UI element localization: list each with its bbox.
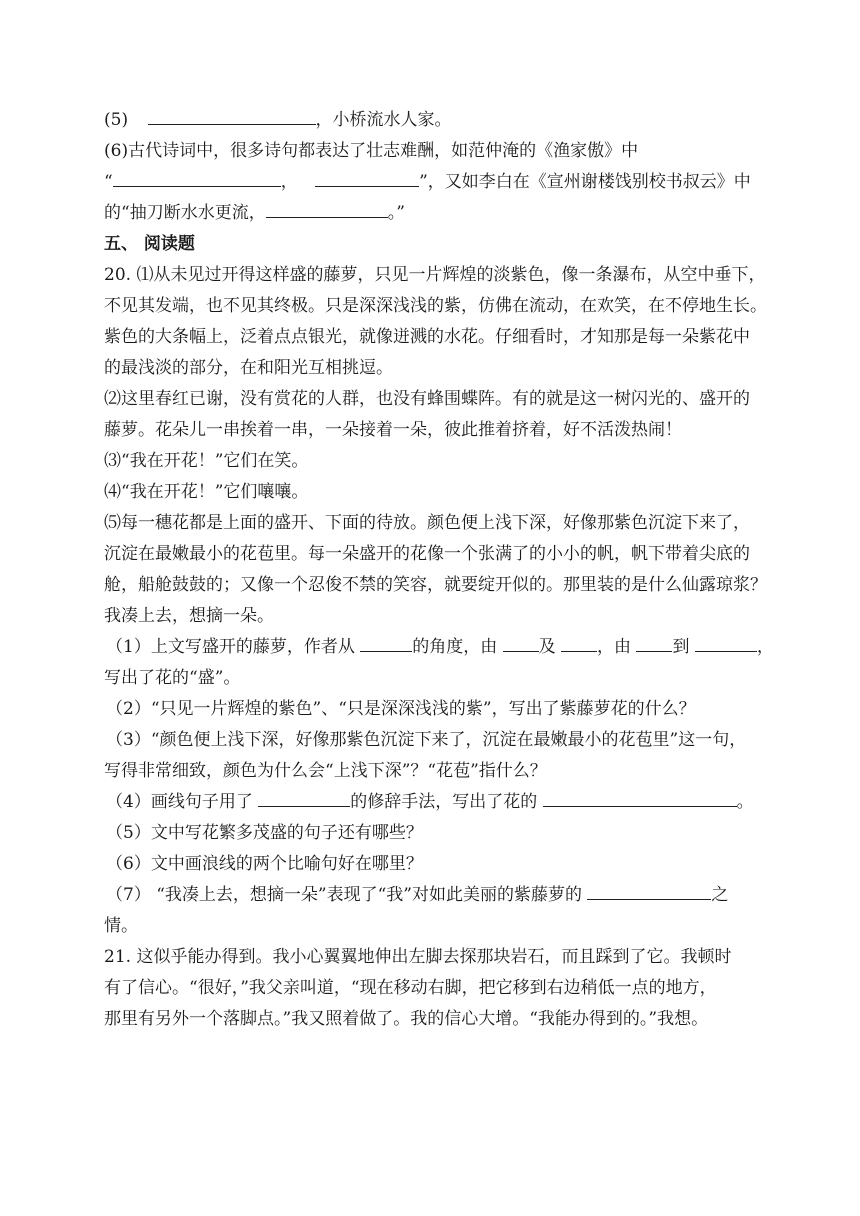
- section-title-reading: 五、 阅读题: [104, 234, 195, 254]
- q20-p5-l1: ⑸每一穗花都是上面的盛开、下面的待放。颜色便上浅下深，好像那紫色沉淀下来了，: [104, 513, 750, 533]
- sq4-blank-2[interactable]: [543, 788, 737, 807]
- sq4-part-a: （4）画线句子用了: [106, 792, 259, 812]
- sq4-part-c: 。: [736, 792, 754, 812]
- sq1-part-e: 到: [672, 637, 695, 657]
- q20-subq1-l2: 写出了花的“盛”。: [104, 668, 241, 688]
- q6-answer-blank-2[interactable]: [315, 168, 419, 187]
- q5-number: (5): [104, 110, 129, 130]
- q5-text: ，小桥流水人家。: [315, 110, 452, 130]
- q20-p1-l2: 不见其发端，也不见其终极。只是深深浅浅的紫，仿佛在流动，在欢笑，在不停地生长。: [104, 296, 767, 316]
- q20-p5-l2: 沉淀在最嫩最小的花苞里。每一朵盛开的花像一个张满了的小小的帆，帆下带着尖底的: [104, 544, 750, 564]
- document-content: [104, 105, 774, 1035]
- q20-subq6: （6）文中画浪线的两个比喻句好在哪里？: [106, 854, 423, 874]
- q20-subq3-l2: 写得非常细致，颜色为什么会“上浅下深”？“花苞”指什么？: [104, 761, 547, 781]
- q6-answer-blank-1[interactable]: [113, 168, 281, 187]
- q20-p2-l1: ⑵这里春红已谢，没有赏花的人群，也没有蜂围蝶阵。有的就是这一树闪光的、盛开的: [104, 389, 750, 409]
- q20-p1-l1: 20. ⑴从未见过开得这样盛的藤萝，只见一片辉煌的淡紫色，像一条瀑布，从空中垂下，: [104, 265, 766, 285]
- q20-subq1: [104, 632, 774, 663]
- sq1-blank-5[interactable]: [695, 633, 757, 652]
- sq1-part-b: 的角度，由: [412, 637, 503, 657]
- sq7-blank[interactable]: [587, 881, 711, 900]
- sq1-blank-3[interactable]: [561, 633, 597, 652]
- q20-subq7-l2: 情。: [104, 916, 138, 936]
- q6-line3-suffix: 。”: [387, 203, 405, 223]
- open-quote: “: [104, 172, 113, 192]
- sq4-part-b: 的修辞手法，写出了花的: [350, 792, 543, 812]
- q20-p3: ⑶“我在开花！”它们在笑。: [104, 451, 309, 471]
- sq1-part-f: ，: [756, 637, 774, 657]
- poem-q5: [104, 105, 764, 136]
- q20-p5-l4: 我凑上去，想摘一朵。: [104, 606, 274, 626]
- q20-p2-l2: 藤萝。花朵儿一串挨着一串，一朵接着一朵，彼此推着挤着，好不活泼热闹！: [104, 420, 682, 440]
- sq1-part-a: （1）上文写盛开的藤萝，作者从: [106, 637, 361, 657]
- q6-answer-blank-3[interactable]: [266, 199, 388, 218]
- sq7-part-a: （7） “我凑上去，想摘一朵”表现了“我”对如此美丽的紫藤萝的: [106, 885, 588, 905]
- poem-q6-line1: (6)古代诗词中，很多诗句都表达了壮志难酬，如范仲淹的《渔家傲》中: [104, 141, 639, 161]
- sq1-blank-1[interactable]: [360, 633, 412, 652]
- q20-subq5: （5）文中写花繁多茂盛的句子还有哪些？: [106, 823, 423, 843]
- q20-p1-l4: 的最浅淡的部分，在和阳光互相挑逗。: [104, 358, 393, 378]
- q5-answer-blank[interactable]: [148, 106, 316, 125]
- q6-line3-prefix: 的“抽刀断水水更流，: [104, 203, 266, 223]
- comma: ，: [280, 172, 298, 192]
- sq7-part-b: 之: [711, 885, 729, 905]
- q20-subq7: [104, 880, 764, 911]
- sq1-blank-2[interactable]: [503, 633, 539, 652]
- sq1-part-d: ，由: [597, 637, 637, 657]
- q21-l1: 21. 这似乎能办得到。我小心翼翼地伸出左脚去探那块岩石，而且踩到了它。我顿时: [104, 947, 732, 967]
- sq1-part-c: 及: [538, 637, 562, 657]
- q20-subq2: （2）“只见一片辉煌的紫色”、“只是深深浅浅的紫”，写出了紫藤萝花的什么？: [106, 699, 696, 719]
- q21-l3: 那里有另外一个落脚点。”我又照着做了。我的信心大增。“我能办得到的。”我想。: [104, 1009, 709, 1029]
- q20-subq4: [104, 787, 764, 818]
- poem-q6-line3: [104, 198, 764, 229]
- q20-p5-l3: 舱，船舱鼓鼓的；又像一个忍俊不禁的笑容，就要绽开似的。那里装的是什么仙露琼浆？: [104, 575, 767, 595]
- q20-subq3-l1: （3）“颜色便上浅下深，好像那紫色沉淀下来了，沉淀在最嫩最小的花苞里”这一句，: [106, 730, 747, 750]
- sq4-blank-1[interactable]: [258, 788, 350, 807]
- poem-q6-line2: [104, 167, 764, 198]
- q20-p4: ⑷“我在开花！”它们嚷嚷。: [104, 482, 309, 502]
- q21-l2: 有了信心。“很好，”我父亲叫道，“现在移动右脚，把它移到右边稍低一点的地方，: [104, 978, 717, 998]
- sq1-blank-4[interactable]: [636, 633, 672, 652]
- q20-p1-l3: 紫色的大条幅上，泛着点点银光，就像迸溅的水花。仔细看时，才知那是每一朵紫花中: [104, 327, 750, 347]
- q6-line2-text: ”，又如李白在《宣州谢楼饯别校书叔云》中: [419, 172, 751, 192]
